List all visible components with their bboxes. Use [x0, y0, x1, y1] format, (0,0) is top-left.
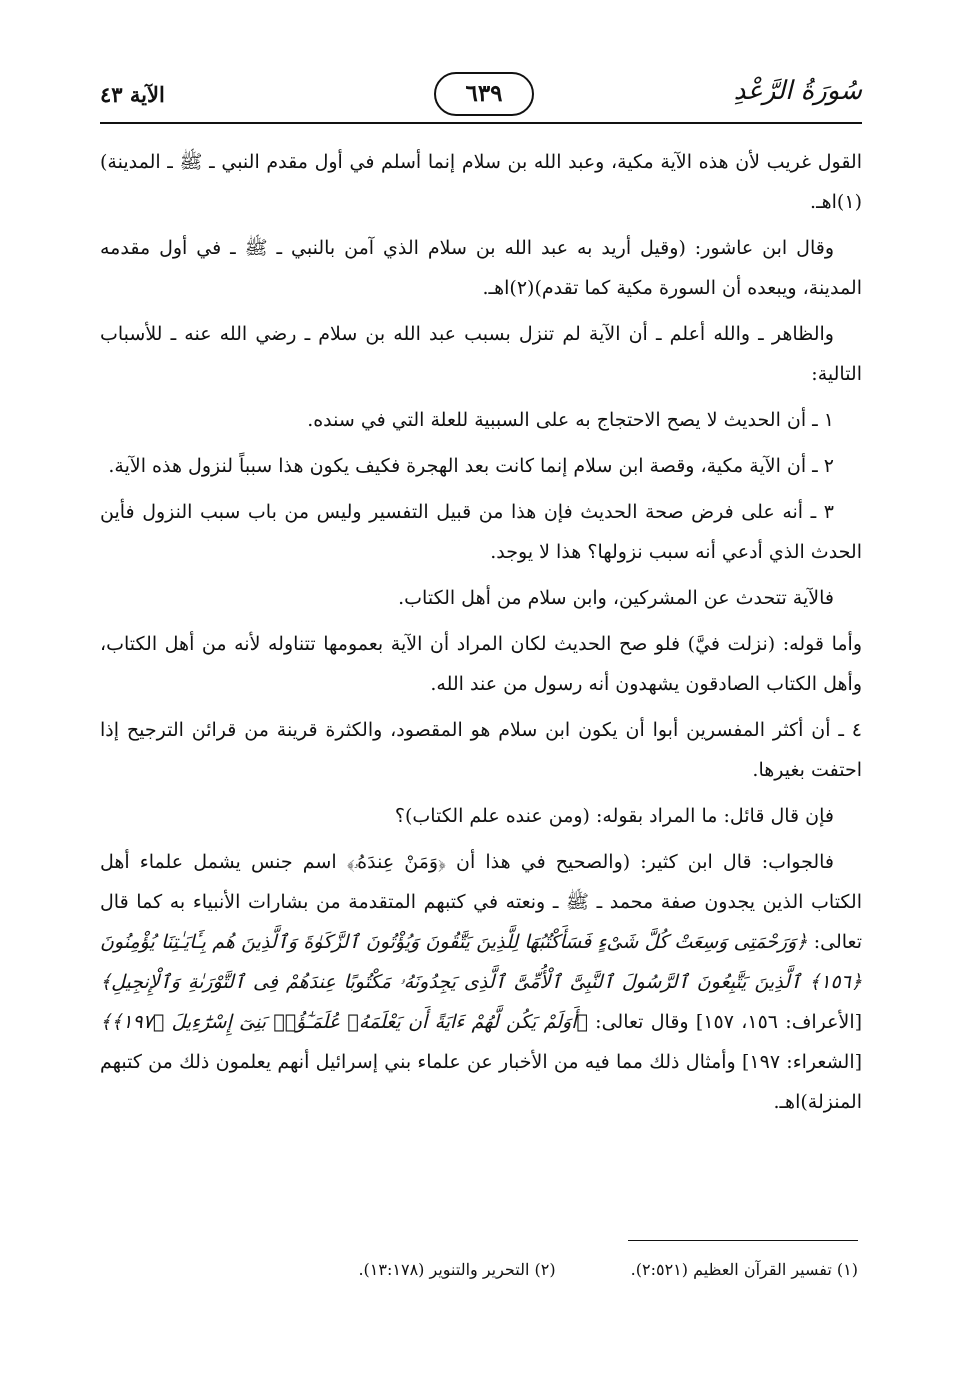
paragraph: القول غريب لأن هذه الآية مكية، وعبد الله بن سلام إنما أسلم في أول مقدم النبي ـ ﷺ ـ المدينة)(١)اهـ. [100, 151, 862, 213]
page-header [100, 68, 862, 130]
paragraph: فالآية تتحدث عن المشركين، وابن سلام من أهل الكتاب. [398, 587, 834, 609]
list-item: ٤ ـ أن أكثر المفسرين أبوا أن يكون ابن سلام هو المقصود، والكثرة قرينة من قرائن الترجيح إذا احتفت بغيرها. [100, 719, 862, 781]
list-item: ١ ـ أن الحديث لا يصح الاحتجاج به على السببية للعلة التي في سنده. [307, 409, 834, 431]
paragraph: وأما قوله: (نزلت فيَّ) فلو صح الحديث لكان المراد أن الآية بعمومها تتناوله لأنه من أهل الكتاب، وأهل الكتاب الصادقون يشهدون أنه رسول من عند الله. [100, 633, 862, 695]
text-run: فالجواب: قال ابن كثير: (والصحيح في هذا أن ﴿وَمَنْ عِندَهُۥ﴾ اسم جنس يشمل علماء أهل الكتاب الذين يجدون صفة محمد ـ ﷺ ـ ونعته في كتبهم المتقدمة من بشارات الأنبياء به كما قال تعالى: [100, 851, 863, 953]
footnotes [96, 1260, 858, 1279]
page-body [100, 142, 862, 1128]
text-run: [الشعراء: ١٩٧] وأمثال ذلك مما فيه من الأخبار عن علماء بني إسرائيل أنهم يعلمون ذلك من كتبهم المنزلة)اهـ. [100, 1051, 863, 1113]
list-item: ٣ ـ أنه على فرض صحة الحديث فإن هذا من قبيل التفسير وليس من باب سبب النزول فأين الحدث الذي أدعي أنه سبب نزولها؟ هذا لا يوجد. [100, 501, 862, 563]
header-rule [100, 122, 862, 124]
list-item: ٢ ـ أن الآية مكية، وقصة ابن سلام إنما كانت بعد الهجرة فكيف يكون هذا سبباً لنزول هذه الآية. [108, 455, 834, 477]
surah-name: سُورَةُ الرَّعْدِ [733, 76, 862, 106]
footnote: (٢) التحرير والتنوير (١٣:١٧٨). [358, 1260, 556, 1279]
quran-verse: ﴿وَرَحْمَتِى وَسِعَتْ كُلَّ شَىْءٍ فَسَأَكْتُبُهَا لِلَّذِينَ يَتَّقُونَ وَيُؤْتُونَ ٱلزَّكَوٰةَ وَٱلَّذِينَ هُم بِـَٔايَـٰتِنَا يُؤْمِنُونَ ﴿١٥٦﴾ ٱلَّذِينَ يَتَّبِعُونَ ٱلرَّسُولَ ٱلنَّبِىَّ ٱلْأُمِّىَّ ٱلَّذِى يَجِدُونَهُۥ مَكْتُوبًا عِندَهُمْ فِى ٱلتَّوْرَىٰةِ وَٱلْإِنجِيلِ﴾ [100, 931, 862, 993]
paragraph: والظاهر ـ والله أعلم ـ أن الآية لم تنزل بسبب عبد الله بن سلام ـ رضي الله عنه ـ للأسباب التالية: [100, 323, 862, 385]
paragraph [100, 842, 862, 1122]
paragraph: وقال ابن عاشور: (وقيل أريد به عبد الله بن سلام الذي آمن بالنبي ـ ﷺ ـ في أول مقدمه المدينة، ويبعده أن السورة مكية كما تقدم)(٢)اهـ. [100, 237, 862, 299]
footnote: (١) تفسير القرآن العظيم (٢:٥٢١). [630, 1260, 858, 1279]
page-number: ٦٣٩ [434, 72, 534, 116]
quran-verse: ﴿أَوَلَمْ يَكُن لَّهُمْ ءَايَةً أَن يَعْلَمَهُۥ عُلَمَـٰٓؤُا۟ بَنِىٓ إِسْرَٰٓءِيلَ ﴿١٩٧﴾﴾ [100, 1011, 588, 1033]
footnote-rule [628, 1240, 858, 1241]
paragraph: فإن قال قائل: ما المراد بقوله: (ومن عنده علم الكتاب)؟ [394, 805, 834, 827]
text-run: [الأعراف: ١٥٦، ١٥٧] وقال تعالى: [587, 1011, 863, 1033]
ayah-label: الآية ٤٣ [100, 82, 165, 107]
